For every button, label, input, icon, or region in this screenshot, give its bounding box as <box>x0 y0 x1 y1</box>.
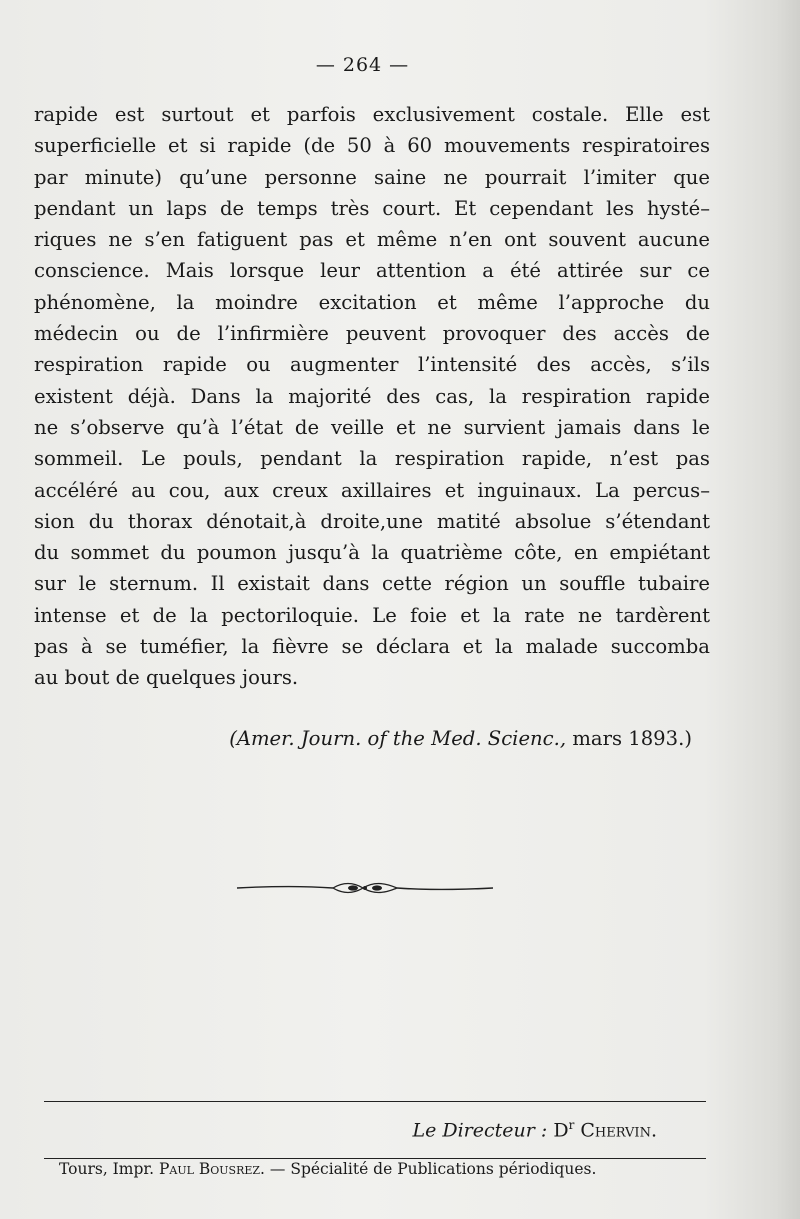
printer-city: Tours, Impr. <box>59 1160 155 1178</box>
paragraph-line: intense et de la pectoriloquie. Le foie et la rate ne tardèrent <box>34 603 710 627</box>
citation <box>0 727 692 750</box>
paragraph-line: médecin ou de l’infirmière peuvent provoquer des accès de <box>34 322 710 346</box>
paragraph-line: sur le sternum. Il existait dans cette région un souffle tubaire <box>34 572 710 596</box>
paragraph-line: ne s’observe qu’à l’état de veille et ne survient jamais dans le <box>34 415 710 439</box>
director-label: Le Directeur : <box>412 1119 548 1142</box>
paragraph-line: respiration rapide ou augmenter l’intensité des accès, s’ils <box>34 353 710 377</box>
paragraph-line: superficielle et si rapide (de 50 à 60 mouvements respiratoires <box>34 134 710 158</box>
director-title: D <box>553 1119 569 1142</box>
paragraph-line: rapide est surtout et parfois exclusivement costale. Elle est <box>34 103 710 126</box>
director-title-sup: r <box>568 1118 575 1132</box>
printer-name: Paul Bousrez. <box>158 1160 265 1178</box>
paragraph-line: au bout de quelques jours. <box>34 666 299 690</box>
printer-tagline: — Spécialité de Publications périodiques. <box>269 1160 597 1178</box>
paragraph-line: existent déjà. Dans la majorité des cas, la respiration rapide <box>34 384 710 408</box>
paragraph-line: phénomène, la moindre excitation et même l’approche du <box>34 290 710 314</box>
ornament-divider <box>235 877 495 899</box>
paragraph-line: du sommet du poumon jusqu’à la quatrième côte, en empiétant <box>34 541 710 565</box>
paragraph-line: par minute) qu’une personne saine ne pourrait l’imiter que <box>34 165 710 189</box>
paragraph-line: accéléré au cou, aux creux axillaires et inguinaux. La percus– <box>34 478 710 502</box>
paragraph-line: pendant un laps de temps très court. Et cependant les hysté– <box>34 196 710 220</box>
footer-rule-top <box>44 1101 706 1102</box>
footer-rule-bottom <box>44 1158 706 1159</box>
page-number: — 264 — <box>315 54 410 76</box>
paragraph-line: riques ne s’en fatiguent pas et même n’en ont souvent aucune <box>34 228 710 252</box>
paragraph-line: sion du thorax dénotait,à droite,une matité absolue s’étendant <box>34 509 710 533</box>
body-paragraph <box>34 99 710 694</box>
paragraph-line: sommeil. Le pouls, pendant la respiration rapide, n’est pas <box>34 447 710 471</box>
printer-imprint <box>59 1160 699 1178</box>
paragraph-line: conscience. Mais lorsque leur attention a été attirée sur ce <box>34 259 710 283</box>
director-name: Chervin. <box>580 1119 657 1142</box>
paragraph-line: pas à se tuméfier, la fièvre se déclara et la malade succomba <box>34 635 710 659</box>
citation-date: mars 1893.) <box>572 727 692 750</box>
citation-source: (Amer. Journ. of the Med. Scienc., <box>229 727 567 750</box>
director-signature <box>0 1118 657 1141</box>
